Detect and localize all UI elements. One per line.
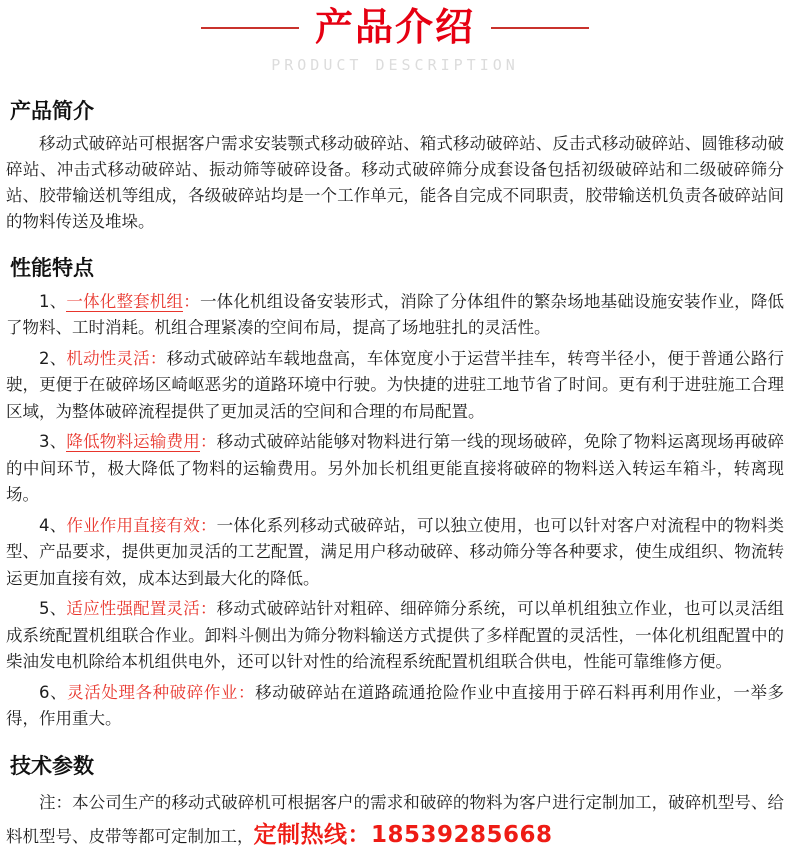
feature-item-3: [6, 429, 784, 509]
specs-note: [6, 786, 784, 853]
page-banner: [0, 0, 790, 98]
feature-keyword-4: 作业作用直接有效: [66, 515, 200, 535]
feature-colon-2: ：: [149, 348, 167, 368]
page-subtitle: PRODUCT DESCRIPTION: [271, 55, 519, 74]
feature-number-6: 6、: [39, 682, 68, 702]
hotline-label: 定制热线：: [253, 821, 371, 848]
feature-keyword-2: 机动性灵活: [66, 348, 150, 368]
feature-number-5: 5、: [39, 599, 67, 619]
feature-item-2: [6, 346, 784, 426]
feature-colon-3: ：: [199, 432, 217, 452]
feature-item-5: [6, 596, 784, 676]
specs-note-body: 本公司生产的移动式破碎机可根据客户的需求和破碎的物料为客户进行定制加工，破碎机型号、给料机型号、皮带等都可定制加工，: [6, 792, 785, 846]
page-content: [0, 98, 790, 853]
feature-keyword-6: 灵活处理各种破碎作业: [67, 682, 238, 702]
banner-title-row: [201, 6, 589, 50]
feature-item-6: [6, 680, 784, 733]
section-heading-features: 性能特点: [10, 256, 94, 281]
decorative-line-left: [201, 27, 299, 29]
feature-body-3: 移动式破碎站能够对物料进行第一线的现场破碎，免除了物料运离现场再破碎的中间环节，极大降低了物料的运输费用。另外加长机组更能直接将破碎的物料送入转运车箱斗，转离现场。: [6, 432, 785, 505]
hotline-number[interactable]: 18539285668: [371, 821, 553, 848]
intro-paragraph: 移动式破碎站可根据客户需求安装颚式移动破碎站、箱式移动破碎站、反击式移动破碎站、圆锥移动破碎站、冲击式移动破碎站、振动筛等破碎设备。移动式破碎筛分成套设备包括初级破碎站和二级破碎筛分站、胶带输送机等组成，各级破碎站均是一个工作单元，能各自完成不同职责，胶带输送机负责各破碎站间的物料传送及堆垛。: [6, 134, 784, 232]
feature-item-4: [6, 513, 784, 593]
feature-body-6: 移动破碎站在道路疏通抢险作业中直接用于碎石料再利用作业，一举多得，作用重大。: [6, 682, 785, 729]
spacer-after-intro: [6, 239, 784, 255]
feature-number-3: 3、: [39, 432, 67, 452]
feature-body-2: 移动式破碎站车载地盘高，车体宽度小于运营半挂车，转弯半径小，便于普通公路行驶，更便于在破碎场区崎岖恶劣的道路环境中行驶。为快捷的进驻工地节省了时间。更有利于进驻施工合理区域，为整体破碎流程提供了更加灵活的空间和合理的布局配置。: [6, 348, 785, 421]
feature-number-4: 4、: [39, 515, 67, 535]
section-heading-specs: 技术参数: [10, 753, 94, 778]
feature-colon-1: ：: [183, 291, 200, 311]
feature-colon-6: ：: [238, 682, 256, 702]
spacer-after-features: [6, 737, 784, 753]
feature-keyword-1: 一体化整套机组: [66, 291, 184, 311]
feature-colon-4: ：: [199, 515, 217, 535]
page-title: 产品介绍: [314, 5, 475, 49]
decorative-line-right: [491, 27, 589, 29]
feature-item-1: [6, 289, 784, 342]
feature-keyword-3: 降低物料运输费用: [66, 432, 200, 452]
feature-body-4: 一体化系列移动式破碎站，可以独立使用，也可以针对客户对流程中的物料类型、产品要求，提供更加灵活的工艺配置，满足用户移动破碎、移动筛分等各种要求，使生成组织、物流转运更加直接有效，成本达到最大化的降低。: [6, 515, 785, 588]
section-heading-intro: 产品简介: [10, 99, 94, 123]
specs-note-prefix: 注：: [39, 792, 73, 812]
feature-body-5: 移动式破碎站针对粗碎、细碎筛分系统，可以单机组独立作业，也可以灵活组成系统配置机组联合作业。卸料斗侧出为筛分物料输送方式提供了多样配置的灵活性，一体化机组配置中的柴油发电机除给本机组供电外，还可以针对性的给流程系统配置机组联合供电，性能可靠维修方便。: [6, 599, 785, 672]
feature-number-2: 2、: [39, 348, 67, 368]
feature-keyword-5: 适应性强配置灵活: [66, 599, 200, 619]
feature-colon-5: ：: [199, 599, 217, 619]
feature-number-1: 1、: [39, 291, 67, 311]
feature-body-1: 一体化机组设备安装形式，消除了分体组件的繁杂场地基础设施安装作业，降低了物料、工时消耗。机组合理紧凑的空间布局，提高了场地驻扎的灵活性。: [6, 291, 785, 338]
